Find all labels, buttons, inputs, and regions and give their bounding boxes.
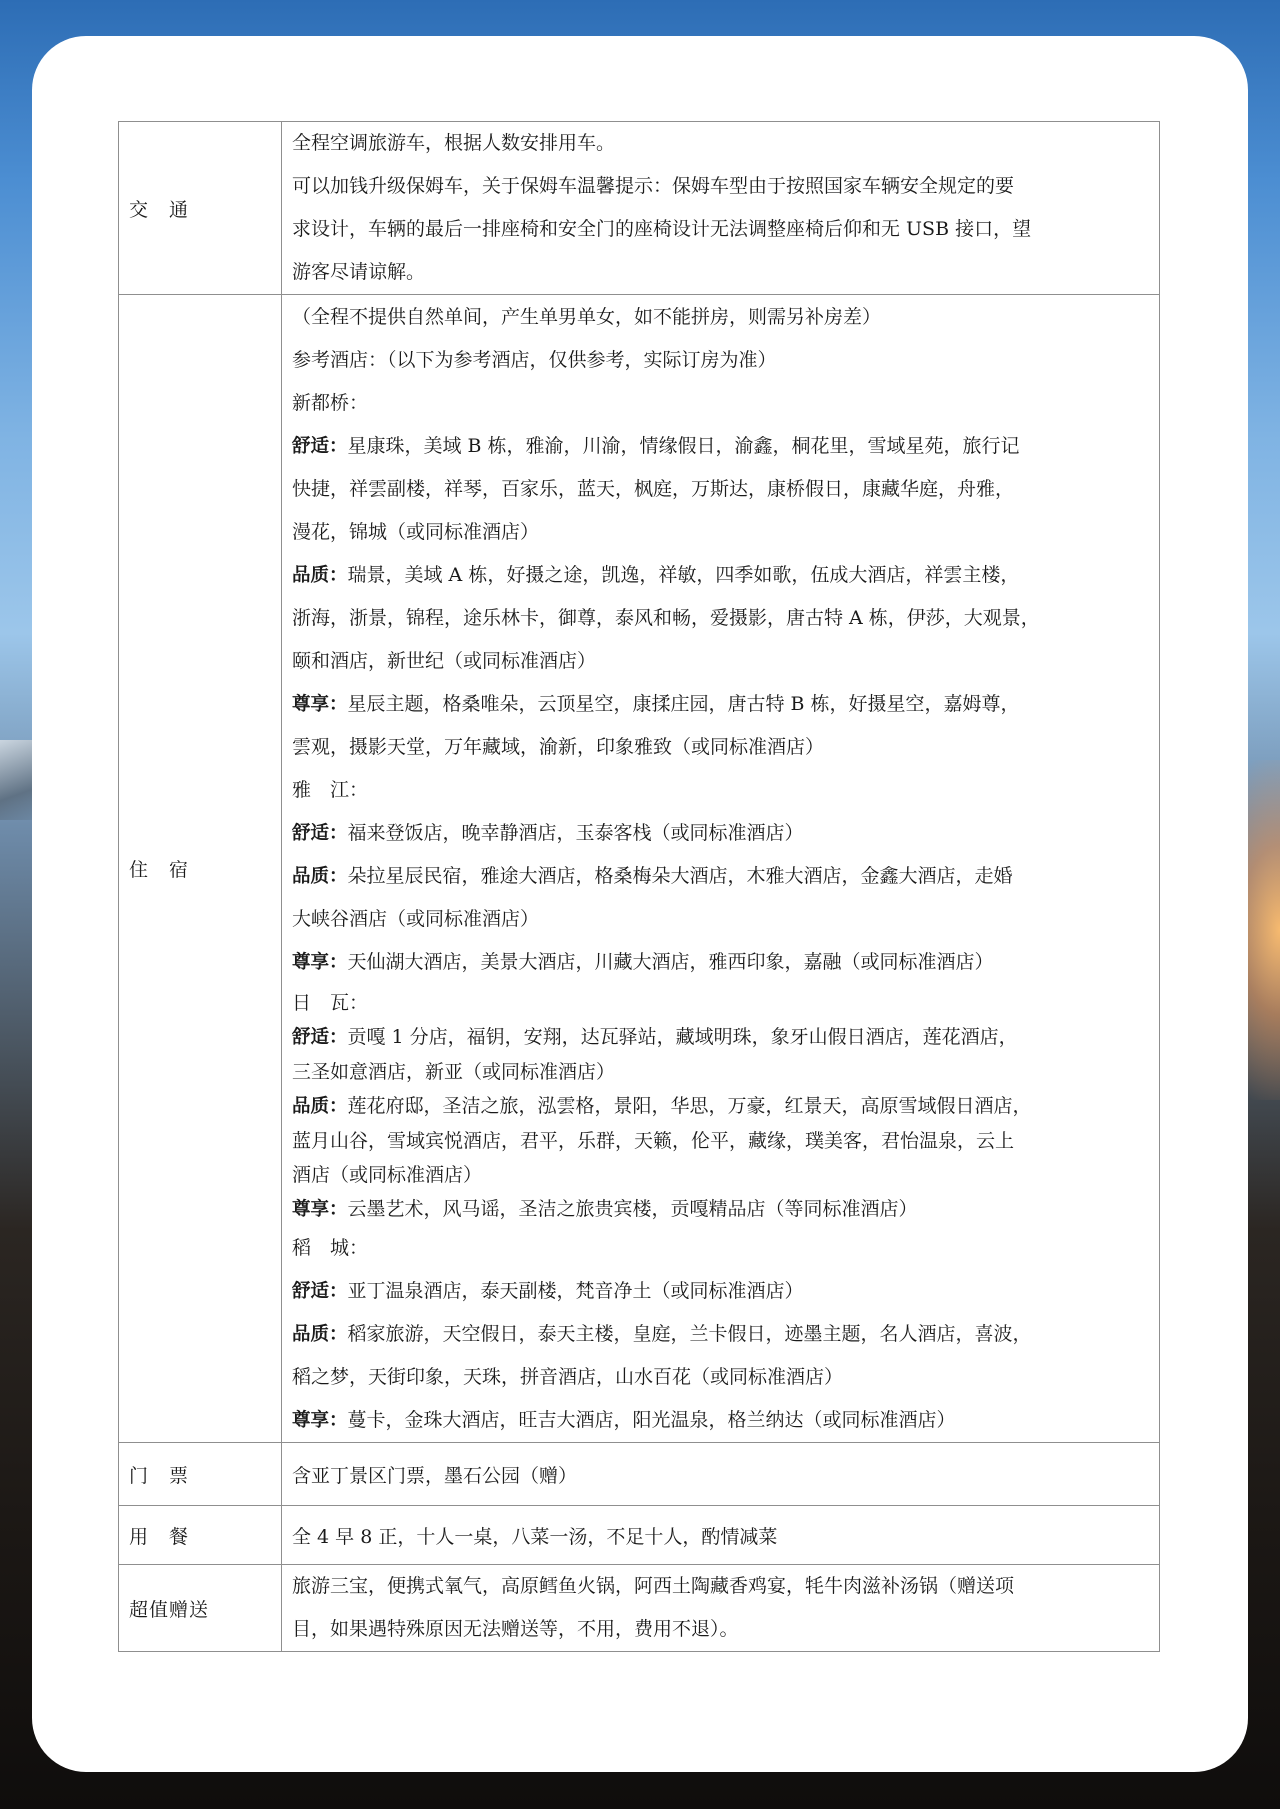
tier-text-line: 大峡谷酒店（或同标准酒店） xyxy=(292,907,540,930)
city-title-riwa: 日 瓦： xyxy=(292,991,369,1014)
table-row-lodging xyxy=(119,295,1160,1443)
city-title-yajiang: 雅 江： xyxy=(292,778,369,801)
tier-quality-label: 品质： xyxy=(292,1095,348,1117)
tier-quality-label: 品质： xyxy=(292,865,348,887)
traffic-content xyxy=(282,122,1160,295)
tier-quality-line xyxy=(292,554,1149,597)
tier-comfort-label: 舒适： xyxy=(292,1280,348,1302)
traffic-line: 游客尽请谅解。 xyxy=(292,261,426,283)
tier-comfort-text: 福来登饭店，晚幸静酒店，玉泰客栈（或同标准酒店） xyxy=(347,821,804,844)
tier-text-line: 酒店（或同标准酒店） xyxy=(292,1163,483,1186)
tier-text-line: 漫花，锦城（或同标准酒店） xyxy=(292,520,540,543)
lodging-ref: 参考酒店：（以下为参考酒店，仅供参考，实际订房为准） xyxy=(292,348,777,371)
tier-comfort-label: 舒适： xyxy=(292,1026,348,1048)
tier-premium-line xyxy=(292,1192,1149,1227)
tier-comfort-label: 舒适： xyxy=(292,435,348,457)
tier-text-line: 雲观，摄影天堂，万年藏域，渝新，印象雅致（或同标准酒店） xyxy=(292,735,825,758)
tier-text-line: 浙海，浙景，锦程，途乐林卡，御尊，泰风和畅，爱摄影，唐古特 A 栋，伊莎，大观景， xyxy=(292,606,1040,629)
city-title-xinduqiao: 新都桥： xyxy=(292,391,369,414)
row-label-ticket: 门 票 xyxy=(119,1443,282,1506)
tier-comfort-line xyxy=(292,812,1149,855)
table-row-gift xyxy=(119,1565,1160,1652)
tier-text-line: 蓝月山谷，雪域宾悦酒店，君平，乐群，天籁，伦平，藏缘，璞美客，君怡温泉，云上 xyxy=(292,1129,1015,1152)
row-label-traffic: 交 通 xyxy=(119,122,282,295)
tier-premium-line xyxy=(292,1399,1149,1442)
traffic-line: 可以加钱升级保姆车，关于保姆车温馨提示：保姆车型由于按照国家车辆安全规定的要 xyxy=(292,175,1015,197)
lodging-content xyxy=(282,295,1160,1443)
tier-quality-text: 稻家旅游，天空假日，泰天主楼，皇庭，兰卡假日，迹墨主题，名人酒店，喜波， xyxy=(347,1322,1032,1345)
lodging-note: （全程不提供自然单间，产生单男单女，如不能拼房，则需另补房差） xyxy=(292,305,882,328)
tier-premium-text: 天仙湖大酒店，美景大酒店，川藏大酒店，雅西印象，嘉融（或同标准酒店） xyxy=(347,950,994,973)
tier-quality-text: 莲花府邸，圣洁之旅，泓雲格，景阳，华思，万豪，红景天，高原雪域假日酒店， xyxy=(347,1094,1032,1117)
tier-text-line: 快捷，祥雲副楼，祥琴，百家乐，蓝天，枫庭，万斯达，康桥假日，康藏华庭，舟雅， xyxy=(292,477,1015,500)
row-label-gift: 超值赠送 xyxy=(119,1565,282,1652)
tier-premium-label: 尊享： xyxy=(292,951,348,973)
tier-quality-label: 品质： xyxy=(292,1323,348,1345)
tier-comfort-text: 亚丁温泉酒店，泰天副楼，梵音净土（或同标准酒店） xyxy=(347,1279,804,1302)
itinerary-table xyxy=(118,121,1160,1652)
tier-comfort-text: 星康珠，美域 B 栋，雅渝，川渝，情缘假日，渝鑫，桐花里，雪域星苑，旅行记 xyxy=(347,434,1020,457)
tier-text-line: 三圣如意酒店，新亚（或同标准酒店） xyxy=(292,1060,616,1083)
tier-quality-label: 品质： xyxy=(292,564,348,586)
tier-text-line: 稻之梦，天街印象，天珠，拼音酒店，山水百花（或同标准酒店） xyxy=(292,1365,844,1388)
tier-quality-text: 朵拉星辰民宿，雅途大酒店，格桑梅朵大酒店，木雅大酒店，金鑫大酒店，走婚 xyxy=(347,864,1013,887)
row-label-lodging: 住 宿 xyxy=(119,295,282,1443)
tier-premium-text: 蔓卡，金珠大酒店，旺吉大酒店，阳光温泉，格兰纳达（或同标准酒店） xyxy=(347,1408,956,1431)
meal-content: 全 4 早 8 正，十人一桌，八菜一汤，不足十人，酌情减菜 xyxy=(282,1506,1160,1565)
tier-premium-text: 星辰主题，格桑唯朵，云顶星空，康揉庄园，唐古特 B 栋，好摄星空，嘉姆尊， xyxy=(347,692,1020,715)
tier-comfort-line xyxy=(292,1020,1149,1055)
traffic-line: 全程空调旅游车，根据人数安排用车。 xyxy=(292,132,616,154)
tier-premium-line xyxy=(292,941,1149,984)
tier-premium-label: 尊享： xyxy=(292,1198,348,1220)
tier-comfort-text: 贡嘎 1 分店，福钥，安翔，达瓦驿站，藏域明珠，象牙山假日酒店，莲花酒店， xyxy=(347,1025,1018,1048)
tier-quality-line xyxy=(292,855,1149,898)
table-row-meal xyxy=(119,1506,1160,1565)
city-title-daocheng: 稻 城： xyxy=(292,1236,369,1259)
tier-premium-line xyxy=(292,683,1149,726)
tier-premium-text: 云墨艺术，风马谣，圣洁之旅贵宾楼，贡嘎精品店（等同标准酒店） xyxy=(347,1197,918,1220)
row-label-meal: 用 餐 xyxy=(119,1506,282,1565)
tier-quality-line xyxy=(292,1313,1149,1356)
ticket-content: 含亚丁景区门票，墨石公园（赠） xyxy=(282,1443,1160,1506)
tier-text-line: 颐和酒店，新世纪（或同标准酒店） xyxy=(292,649,597,672)
gift-line: 目，如果遇特殊原因无法赠送等，不用，费用不退）。 xyxy=(292,1618,739,1640)
tier-comfort-line xyxy=(292,1270,1149,1313)
table-row-traffic xyxy=(119,122,1160,295)
tier-premium-label: 尊享： xyxy=(292,1409,348,1431)
tier-premium-label: 尊享： xyxy=(292,693,348,715)
tier-comfort-line xyxy=(292,425,1149,468)
tier-quality-text: 瑞景，美域 A 栋，好摄之途，凯逸，祥敏，四季如歌，伍成大酒店，祥雲主楼， xyxy=(347,563,1020,586)
tier-comfort-label: 舒适： xyxy=(292,822,348,844)
tier-quality-line xyxy=(292,1089,1149,1124)
gift-line: 旅游三宝，便携式氧气，高原鳕鱼火锅，阿西土陶藏香鸡宴，牦牛肉滋补汤锅（赠送项 xyxy=(292,1575,1015,1597)
table-row-ticket xyxy=(119,1443,1160,1506)
gift-content xyxy=(282,1565,1160,1652)
traffic-line: 求设计，车辆的最后一排座椅和安全门的座椅设计无法调整座椅后仰和无 USB 接口，望 xyxy=(292,218,1032,240)
